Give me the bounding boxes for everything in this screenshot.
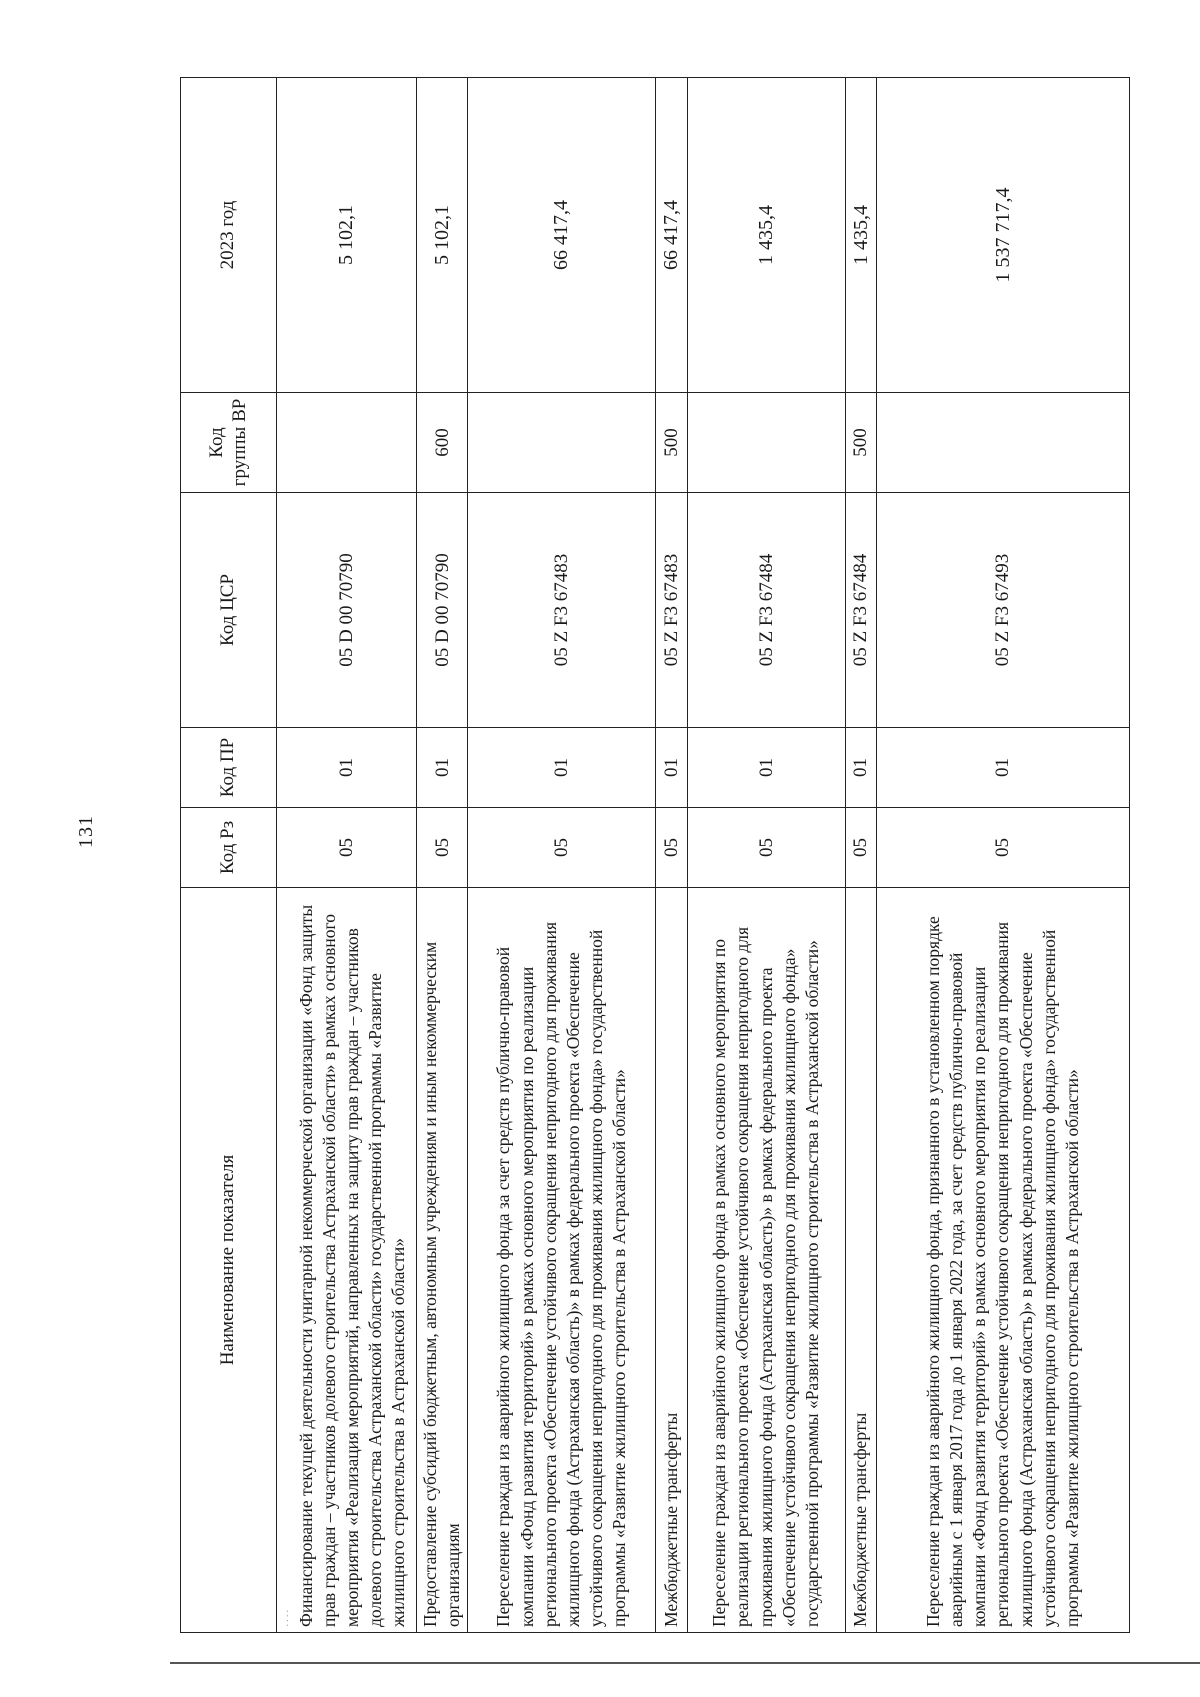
row-sum: 5 102,1 — [417, 78, 468, 393]
row-sum: 66 417,4 — [656, 78, 687, 393]
table-row — [277, 78, 417, 1633]
rotated-table-container — [180, 78, 1130, 1633]
row-vr: 600 — [417, 393, 468, 493]
row-pr: 01 — [876, 728, 1129, 808]
header-name: Наименование показателя — [181, 888, 277, 1633]
row-name: Межбюджетные трансферты — [845, 888, 876, 1633]
header-vr: Код группы ВР — [181, 393, 277, 493]
row-vr — [468, 393, 656, 493]
row-vr: 500 — [845, 393, 876, 493]
row-vr — [876, 393, 1129, 493]
scan-edge-line — [170, 1662, 1200, 1664]
row-sum: 5 102,1 — [277, 78, 417, 393]
row-name: Переселение граждан из аварийного жилищного фонда в рамках основного мероприятия по реализации регионального проекта «Обеспечение устойчивого сокращения непригодного для проживания жилищного фонда (Астраханская область)» в рамках федерального проекта «Обеспечение устойчивого сокращения непригодного для проживания жилищного фонда» государственной программы «Развитие жилищного строительства в Астраханской области» — [687, 888, 845, 1633]
row-name-cell — [277, 888, 417, 1633]
row-name: Межбюджетные трансферты — [656, 888, 687, 1633]
row-csr: 05 Z F3 67493 — [876, 493, 1129, 728]
row-csr: 05 Z F3 67483 — [468, 493, 656, 728]
row-vr — [687, 393, 845, 493]
row-vr — [277, 393, 417, 493]
header-year: 2023 год — [181, 78, 277, 393]
row-csr: 05 D 00 70790 — [417, 493, 468, 728]
row-csr: 05 D 00 70790 — [277, 493, 417, 728]
row-csr: 05 Z F3 67484 — [687, 493, 845, 728]
page-number: 131 — [75, 815, 97, 848]
row-name: Предоставление субсидий бюджетным, автономным учреждениям и иным некоммерческим организациям — [417, 888, 468, 1633]
row-pr: 01 — [687, 728, 845, 808]
row-pr: 01 — [277, 728, 417, 808]
row-pr: 01 — [845, 728, 876, 808]
row-csr: 05 Z F3 67483 — [656, 493, 687, 728]
row-sum: 1 435,4 — [845, 78, 876, 393]
scan-stamp-mark: ···· — [281, 1608, 294, 1627]
table-row — [656, 78, 687, 1633]
row-rz: 05 — [656, 808, 687, 888]
row-name: Финансирование текущей деятельности унитарной некоммерческой организации «Фонд защиты прав граждан – участников долевого строительства Астраханской области» в рамках основного мероприятия «Реализация мероприятий, направленных на защиту прав граждан – участников долевого строительства Астраханской области» государственной программы «Развитие жилищного строительства в Астраханской области» — [295, 904, 409, 1627]
table-row — [845, 78, 876, 1633]
row-sum: 1 537 717,4 — [876, 78, 1129, 393]
table-header-row — [181, 78, 277, 1633]
row-rz: 05 — [277, 808, 417, 888]
header-rz: Код Рз — [181, 808, 277, 888]
table-frame — [180, 78, 1130, 1633]
row-pr: 01 — [656, 728, 687, 808]
row-sum: 66 417,4 — [468, 78, 656, 393]
row-rz: 05 — [468, 808, 656, 888]
row-rz: 05 — [876, 808, 1129, 888]
budget-table — [180, 77, 1130, 1633]
header-csr: Код ЦСР — [181, 493, 277, 728]
table-row — [417, 78, 468, 1633]
row-vr: 500 — [656, 393, 687, 493]
table-row — [468, 78, 656, 1633]
table-row — [687, 78, 845, 1633]
row-pr: 01 — [417, 728, 468, 808]
row-pr: 01 — [468, 728, 656, 808]
row-rz: 05 — [417, 808, 468, 888]
table-row — [876, 78, 1129, 1633]
row-rz: 05 — [687, 808, 845, 888]
row-rz: 05 — [845, 808, 876, 888]
row-name: Переселение граждан из аварийного жилищного фонда за счет средств публично-правовой компании «Фонд развития территорий» в рамках основного мероприятия по реализации регионального проекта «Обеспечение устойчивого сокращения непригодного для проживания жилищного фонда (Астраханская область)» в рамках федерального проекта «Обеспечение устойчивого сокращения непригодного для проживания жилищного фонда» государственной программы «Развитие жилищного строительства в Астраханской области» — [468, 888, 656, 1633]
row-name: Переселение граждан из аварийного жилищного фонда, признанного в установленном порядке аварийным с 1 января 2017 года до 1 января 2022 года, за счет средств публично-правовой компании «Фонд развития территорий» в рамках основного мероприятия по реализации регионального проекта «Обеспечение устойчивого сокращения непригодного для проживания жилищного фонда (Астраханская область)» в рамках федерального проекта «Обеспечение устойчивого сокращения непригодного для проживания жилищного фонда» государственной программы «Развитие жилищного строительства в Астраханской области» — [876, 888, 1129, 1633]
row-sum: 1 435,4 — [687, 78, 845, 393]
row-csr: 05 Z F3 67484 — [845, 493, 876, 728]
header-pr: Код ПР — [181, 728, 277, 808]
